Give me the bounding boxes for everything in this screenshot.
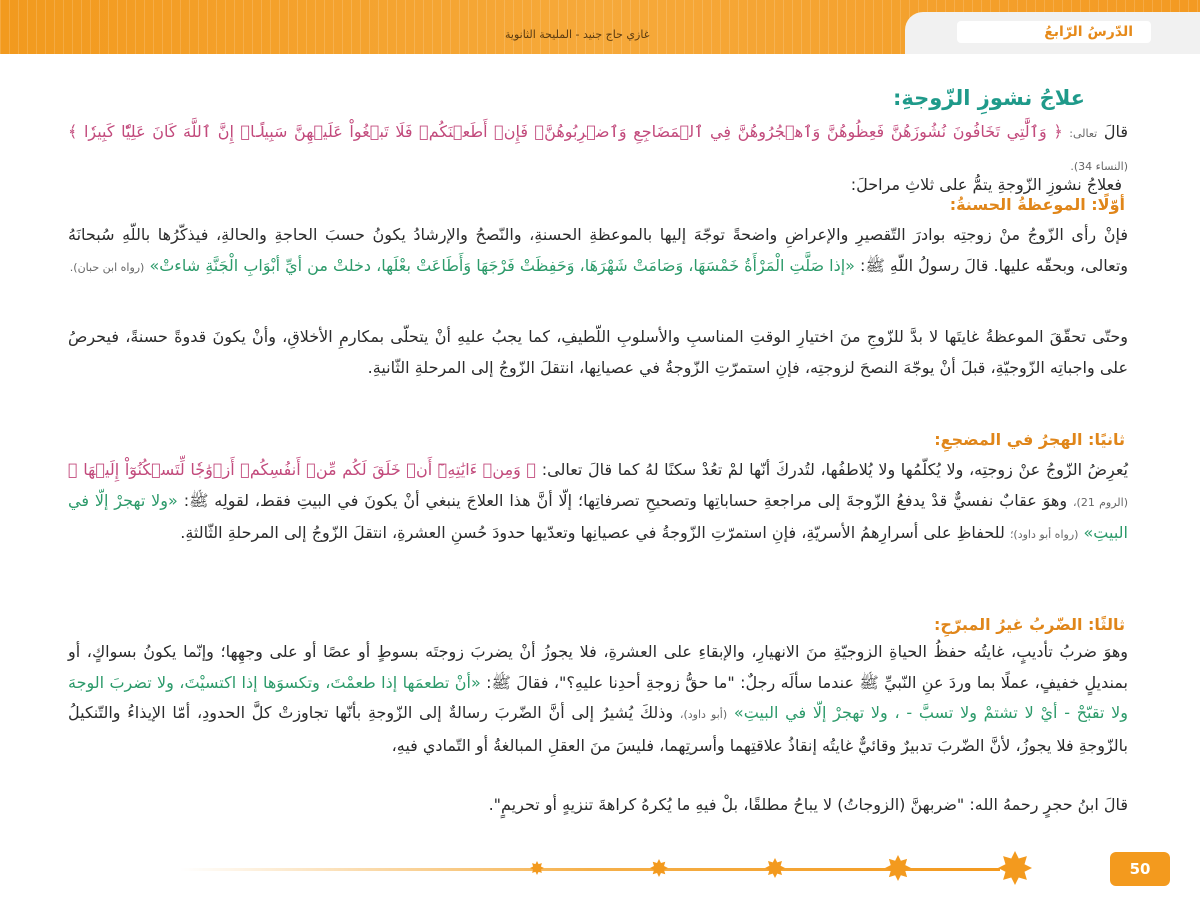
section3-heading: ثالثًا: الضّربُ غيرُ المبرّحِ: [933,615,1125,634]
section2-p1-rest: وهوَ عقابٌ نفسيٌّ قدْ يدفعُ الزّوجةَ إلى مراجعةِ حساباتِها وتصحيحِ تصرفاتِها؛ إلّا أنَّ هذا العلاجَ ينبغي أنْ يكونَ في البيتِ فقط، لقولِه ﷺ: [177,490,1073,510]
star-ornament [885,855,911,881]
section3-p1-rest: وذلكَ يُشيرُ إلى أنَّ الضّربَ رسالةٌ إلى الزّوجةِ بأنّها تجاوزتْ كلَّ الحدودِ، أمّا الإيذاءُ والتّنكيلُ بالزّوجةِ فلا يجوزُ، لأنَّ الضّربَ تدبيرٌ وقائيٌّ غايتُه إنقاذُ علاقتِهما وأسرتِهما، فليسَ منَ العقلِ المبالغةُ أو التّمادي فيهِ، [68,703,1128,755]
author-credit: غازي حاج جنيد - المليحة الثانوية [505,28,650,41]
footer-line [180,868,1000,871]
section2-hadith-ref: (رواه أبو داود)؛ [1009,528,1079,542]
page-number: 50 [1110,852,1170,886]
section3-paragraph [68,637,1128,761]
star-ornament [650,859,668,877]
section2-hadith: «ولا تهجرْ إلّا في البيتِ» [68,490,1128,543]
section3-hadith-ref: (أبو داود)، [679,708,728,722]
page-title: علاجُ نشوزِ الزّوجةِ: [892,86,1085,110]
star-ornament [765,858,785,878]
taala-text: تعالى: [1069,127,1098,140]
lesson-label: الدّرسُ الرّابعُ [957,21,1151,43]
section2-quran: ﴿ وَمِنۡ ءَايَٰتِهِۦٓ أَنۡ خَلَقَ لَكُم مِّنۡ أَنفُسِكُمۡ أَزۡوَٰجٗا لِّتَسۡكُنُوٓاْ إِلَيۡهَا ﴾ [68,460,537,479]
section2-heading: ثانيًا: الهجرُ في المضجعِ: [934,430,1125,449]
section1-paragraph1 [68,220,1128,283]
section3-ibn-hajar-quote: قالَ ابنُ حجرٍ رحمهُ الله: "ضربهنَّ (الزوجاتُ) لا يباحُ مطلقًا، بلْ فيهِ ما يُكرهُ كراهةَ تنزيهٍ أو تحريمٍ". [488,795,1128,814]
quran-ref: (النساء 34). [1070,159,1128,173]
section2-p1-end: للحفاظِ على أسرارِهمُ الأسريّةِ، فإنِ استمرّتِ الزّوجةُ في عصيانِها وتعدّيها حدودَ حُسنِ العشرةِ، انتقلَ الزّوجُ إلى المرحلةِ الثّالثةِ. [180,523,1010,543]
section1-hadith: «إذا صَلَّتِ الْمَرْأَةُ خَمْسَهَا، وَصَامَتْ شَهْرَهَا، وَحَفِظَتْ فَرْجَهَا وَأَطَاعَتْ بعْلَها، دخلتْ من أيِّ أبْوَابِ الْجَنَّةِ شاءتْ» [149,255,855,275]
qala-text: قالَ [1103,122,1128,141]
quran-verse: ﴿ وَٱلَّٰتِي تَخَافُونَ نُشُوزَهُنَّ فَعِظُوهُنَّ وَٱهۡجُرُوهُنَّ فِي ٱلۡمَضَاجِعِ وَٱضۡرِبُوهُنَّۖ فَإِنۡ أَطَعۡنَكُمۡ فَلَا تَبۡغُواْ عَلَيۡهِنَّ سَبِيلًاۗ إِنَّ ٱللَّهَ كَانَ عَلِيّٗا كَبِيرٗا ﴾ [68,122,1063,141]
section2-paragraph [68,455,1128,551]
stages-text: فعلاجُ نشوزِ الزّوجةِ يتمُّ على ثلاثِ مراحلَ: [850,175,1122,194]
star-ornament [998,851,1032,885]
section1-heading: أوّلًا: الموعظةُ الحسنةُ: [949,195,1125,214]
section2-quran-ref: (الروم 21)، [1072,495,1129,509]
section1-p1-text: فإنْ رأى الزّوجُ منْ زوجتِه بوادرَ التّقصيرِ والإعراضِ واضحةً توجّهَ إليها بالموعظةِ الحسنةِ، والنّصحُ والإرشادُ يكونُ حسبَ الحاجةِ والحالةِ، فيذكّرُها باللّهِ سُبحانَهُ وتعالى، وبحقّه عليها. قالَ رسولُ اللّهِ ﷺ: [68,225,1128,275]
section3-hadith: «أنْ تطعمَها إذا طعمْتَ، وتكسوَها إذا اكتسيْتَ، ولا تضربَ الوجهَ ولا تقبّحْ - أيْ لا تشتمْ ولا تسبَّ - ، ولا تهجرْ إلّا في البيتِ» [68,672,1129,723]
section1-paragraph2: وحتّى تحقّقَ الموعظةُ غايتَها لا بدَّ للزّوجِ منَ اختيارِ الوقتِ المناسبِ والأسلوبِ اللّطيفِ، كما يجبُ عليهِ أنْ يتحلّى بمكارمِ الأخلاقِ، وأنْ يكونَ قدوةً حسنةً، فيحرصُ على واجباتِه الزّوجيّةِ، قبلَ أنْ يوجّهَ النصحَ لزوجتِه، فإنِ استمرّتِ الزّوجةُ في عصيانِها، انتقلَ الزّوجُ إلى المرحلةِ الثّانيةِ. [68,327,1128,377]
section1-hadith-ref: (رواه ابن حبان). [69,260,145,274]
star-ornament [530,861,544,875]
section2-p1-text: يُعرِضُ الزّوجُ عنْ زوجتِه، ولا يُكلّمُها ولا يُلاطفُها، لتُدركَ أنّها لمْ تعُدْ سكنًا لهُ كما قالَ تعالى: [536,460,1129,479]
section3-p1-text: وهوَ ضربُ تأديبٍ، غايتُه حفظُ الحياةِ الزوجيّةِ منَ الانهيارِ، والإبقاءِ على العشرةِ، فلا يجوزُ أنْ يضربَ زوجتَه بسوطٍ أو عصًا أو على وجهِها؛ وإنّما يكونُ بسواكٍ، أو بمنديلٍ خفيفٍ، عملًا بما وردَ عنِ النّبيِّ ﷺ عندما سألَه رجلٌ: "ما حقُّ زوجةِ أحدِنا عليهِ؟"، فقالَ ﷺ: [68,642,1129,692]
